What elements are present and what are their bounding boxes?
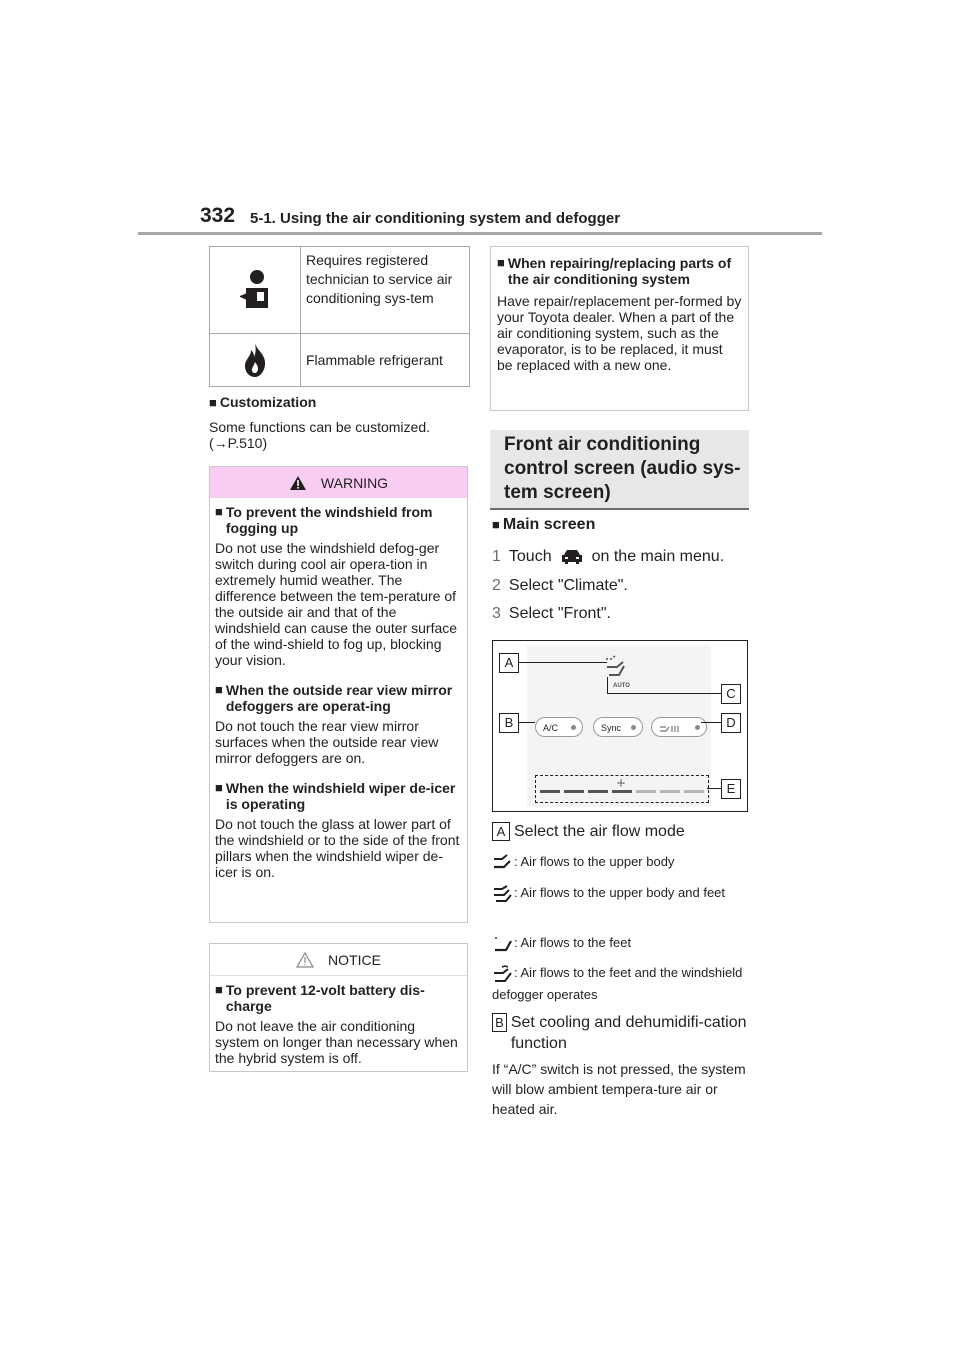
description-a-title: Select the air flow mode bbox=[514, 822, 685, 840]
main-screen-heading: ■ Main screen bbox=[492, 516, 596, 533]
airflow-mode-icon bbox=[659, 724, 681, 734]
caution-icon bbox=[296, 952, 314, 968]
notice-header bbox=[210, 944, 467, 976]
fan-level-segment bbox=[684, 790, 704, 793]
step-3: 3 Select "Front". bbox=[492, 605, 611, 622]
ac-button[interactable]: A/C bbox=[535, 717, 583, 737]
foot-vent-icon bbox=[492, 935, 514, 953]
leader-line bbox=[607, 677, 608, 693]
symbol-text: Requires registered technician to service air conditioning sys-tem bbox=[306, 252, 453, 306]
notice-box bbox=[209, 943, 468, 1072]
fan-level-segment bbox=[636, 790, 656, 793]
screen-display bbox=[527, 645, 711, 807]
notice-subheading: ■ To prevent 12-volt battery dis-charge bbox=[215, 982, 425, 1014]
leader-line bbox=[701, 722, 721, 723]
technician-icon bbox=[210, 247, 301, 333]
customization-section bbox=[209, 394, 471, 451]
description-b-text: If “A/C” switch is not pressed, the system will blow ambient tempera-ture air or heated air. bbox=[492, 1061, 746, 1117]
fan-level-segment bbox=[540, 790, 560, 793]
warning-header bbox=[210, 467, 467, 498]
leader-line bbox=[519, 722, 535, 723]
page-number: 332 bbox=[200, 204, 236, 227]
mode-upper-body: : Air flows to the upper body bbox=[492, 851, 748, 873]
airflow-button[interactable] bbox=[651, 717, 707, 737]
step-1: 1 Touch on the main menu. bbox=[492, 548, 725, 565]
fan-level-segment bbox=[612, 790, 632, 793]
description-b-title: Set cooling and dehumidifi-cation function bbox=[510, 1014, 747, 1052]
callout-a: A bbox=[499, 653, 519, 673]
warning-title: WARNING bbox=[320, 474, 389, 491]
symbol-text: Flammable refrigerant bbox=[306, 351, 443, 368]
warning-subheading: ■ When the outside rear view mirror defoggers are operat-ing bbox=[215, 682, 453, 714]
warning-box bbox=[209, 466, 468, 923]
warning-icon bbox=[289, 475, 307, 491]
warning-text: Do not use the windshield defog-ger switch during cool air opera-tion in extremely humid weather. The difference between the tem-perature of the outside air and that of the windshield can cause the outer surface of the wind-shield to fog up, blocking your vision. bbox=[215, 540, 458, 668]
fan-level-segment bbox=[564, 790, 584, 793]
foot-defrost-vent-icon bbox=[492, 965, 514, 983]
front-section-heading: Front air conditioning control screen (audio sys-tem screen) bbox=[490, 430, 749, 510]
symbol-table bbox=[209, 246, 470, 387]
step-2: 2 Select "Climate". bbox=[492, 577, 628, 594]
warning-text: Do not touch the rear view mirror surfaces when the outside rear view mirror defoggers are on. bbox=[215, 718, 439, 766]
repair-heading: ■ When repairing/replacing parts of the air conditioning system bbox=[497, 255, 732, 287]
bilevel-vent-icon bbox=[492, 885, 514, 903]
section-title: 5-1. Using the air conditioning system and defogger bbox=[250, 210, 621, 227]
symbol-row bbox=[210, 334, 469, 386]
notice-title: NOTICE bbox=[328, 951, 381, 968]
callout-e: E bbox=[721, 779, 741, 799]
callout-b: B bbox=[499, 713, 519, 733]
fan-level-segment bbox=[660, 790, 680, 793]
description-b bbox=[492, 1012, 748, 1054]
square-bullet-icon: ■ bbox=[209, 395, 217, 410]
sync-button[interactable]: Sync bbox=[593, 717, 643, 737]
fan-icon bbox=[616, 778, 626, 788]
repair-text: Have repair/replacement per-formed by your Toyota dealer. When a part of the air conditioning system, such as the evaporator, is to be replaced, it must be replaced with a new one. bbox=[497, 293, 742, 373]
customization-heading: ■ Customization bbox=[209, 394, 317, 410]
customization-text: Some functions can be customized. (→P.510) bbox=[209, 419, 431, 451]
callout-d: D bbox=[721, 713, 741, 733]
warning-subheading: ■ To prevent the windshield from fogging up bbox=[215, 504, 433, 536]
warning-subheading: ■ When the windshield wiper de-icer is operating bbox=[215, 780, 456, 812]
description-a bbox=[492, 822, 685, 841]
mode-upper-body-feet: : Air flows to the upper body and feet bbox=[492, 882, 748, 904]
fan-speed-bar[interactable] bbox=[535, 775, 709, 803]
car-icon bbox=[560, 548, 584, 566]
flame-icon bbox=[210, 334, 301, 386]
header-rule bbox=[138, 232, 822, 235]
leader-line bbox=[707, 788, 721, 789]
auto-label: AUTO bbox=[613, 683, 630, 689]
leader-line bbox=[519, 662, 607, 663]
label-a: A bbox=[492, 822, 510, 841]
face-vent-icon bbox=[492, 854, 514, 872]
climate-screen-figure bbox=[492, 640, 748, 812]
airflow-mode-icon bbox=[603, 653, 629, 679]
symbol-row bbox=[210, 247, 469, 334]
warning-text: Do not touch the glass at lower part of the windshield or to the side of the front pillars when the windshield wiper de-icer is on. bbox=[215, 816, 460, 880]
notice-text: Do not leave the air conditioning system on longer than necessary when the hybrid system is off. bbox=[215, 1018, 458, 1066]
fan-level-segment bbox=[588, 790, 608, 793]
mode-feet: : Air flows to the feet bbox=[492, 932, 748, 954]
label-b: B bbox=[492, 1013, 507, 1032]
repair-box bbox=[490, 246, 749, 411]
callout-c: C bbox=[721, 684, 741, 704]
leader-line bbox=[607, 693, 721, 694]
mode-feet-defogger: : Air flows to the feet and the windshield defogger operates bbox=[492, 965, 743, 1002]
